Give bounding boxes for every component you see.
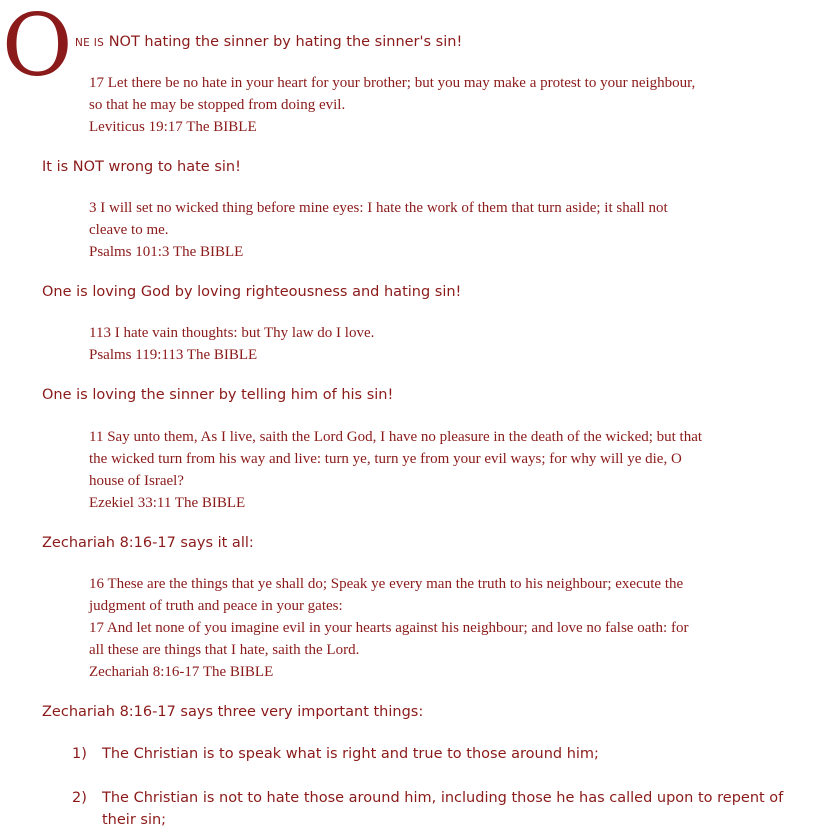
heading-loving-god: One is loving God by loving righteousness and hating sin! [42, 284, 462, 300]
heading-zechariah-says-it-all: Zechariah 8:16-17 says it all: [42, 535, 254, 551]
list-line: their sin; [102, 812, 167, 828]
list-text [102, 743, 812, 765]
intro-smallcaps: NE IS [75, 37, 105, 49]
verse-line: 16 These are the things that ye shall do; Speak ye every man the truth to his neighbour; execute the [89, 576, 684, 592]
heading-not-wrong-to-hate-sin: It is NOT wrong to hate sin! [42, 159, 241, 175]
scripture-quote-4 [89, 426, 789, 514]
verse-line: so that he may be stopped from doing evil. [89, 97, 346, 113]
verse-reference: Zechariah 8:16-17 The BIBLE [89, 664, 274, 680]
list-item [0, 787, 831, 833]
verse-line: house of Israel? [89, 473, 184, 489]
list-item [0, 743, 831, 767]
verse-line: 11 Say unto them, As I live, saith the Lord God, I have no pleasure in the death of the wicked; but that [89, 429, 703, 445]
verse-reference: Ezekiel 33:11 The BIBLE [89, 495, 246, 511]
verse-line: cleave to me. [89, 222, 169, 238]
scripture-quote-2 [89, 197, 789, 263]
verse-line: all these are things that I hate, saith the Lord. [89, 642, 360, 658]
verse-reference: Psalms 119:113 The BIBLE [89, 347, 258, 363]
verse-line: 17 And let none of you imagine evil in your hearts against his neighbour; and love no false oath: for [89, 620, 689, 636]
list-text [102, 787, 812, 831]
drop-cap: O [2, 0, 73, 96]
scripture-quote-5 [89, 573, 789, 683]
verse-line: 3 I will set no wicked thing before mine eyes: I hate the work of them that turn aside; it shall not [89, 200, 668, 216]
scripture-quote-3 [89, 322, 789, 366]
scripture-quote-1 [89, 72, 789, 138]
heading-three-important-things: Zechariah 8:16-17 says three very important things: [42, 704, 424, 720]
list-line: The Christian is not to hate those around him, including those he has called upon to repent of [102, 790, 784, 806]
heading-loving-sinner: One is loving the sinner by telling him of his sin! [42, 387, 394, 403]
intro-heading [75, 34, 462, 50]
verse-line: 113 I hate vain thoughts: but Thy law do I love. [89, 325, 375, 341]
list-line: The Christian is to speak what is right and true to those around him; [102, 746, 599, 762]
list-number: 1) [72, 746, 87, 762]
verse-reference: Psalms 101:3 The BIBLE [89, 244, 244, 260]
intro-text: NOT hating the sinner by hating the sinner's sin! [108, 34, 463, 50]
verse-line: 17 Let there be no hate in your heart for your brother; but you may make a protest to your neighbour, [89, 75, 696, 91]
list-number: 2) [72, 790, 87, 806]
verse-line: judgment of truth and peace in your gates: [89, 598, 343, 614]
verse-reference: Leviticus 19:17 The BIBLE [89, 119, 257, 135]
verse-line: the wicked turn from his way and live: turn ye, turn ye from your evil ways; for why will ye die, O [89, 451, 682, 467]
